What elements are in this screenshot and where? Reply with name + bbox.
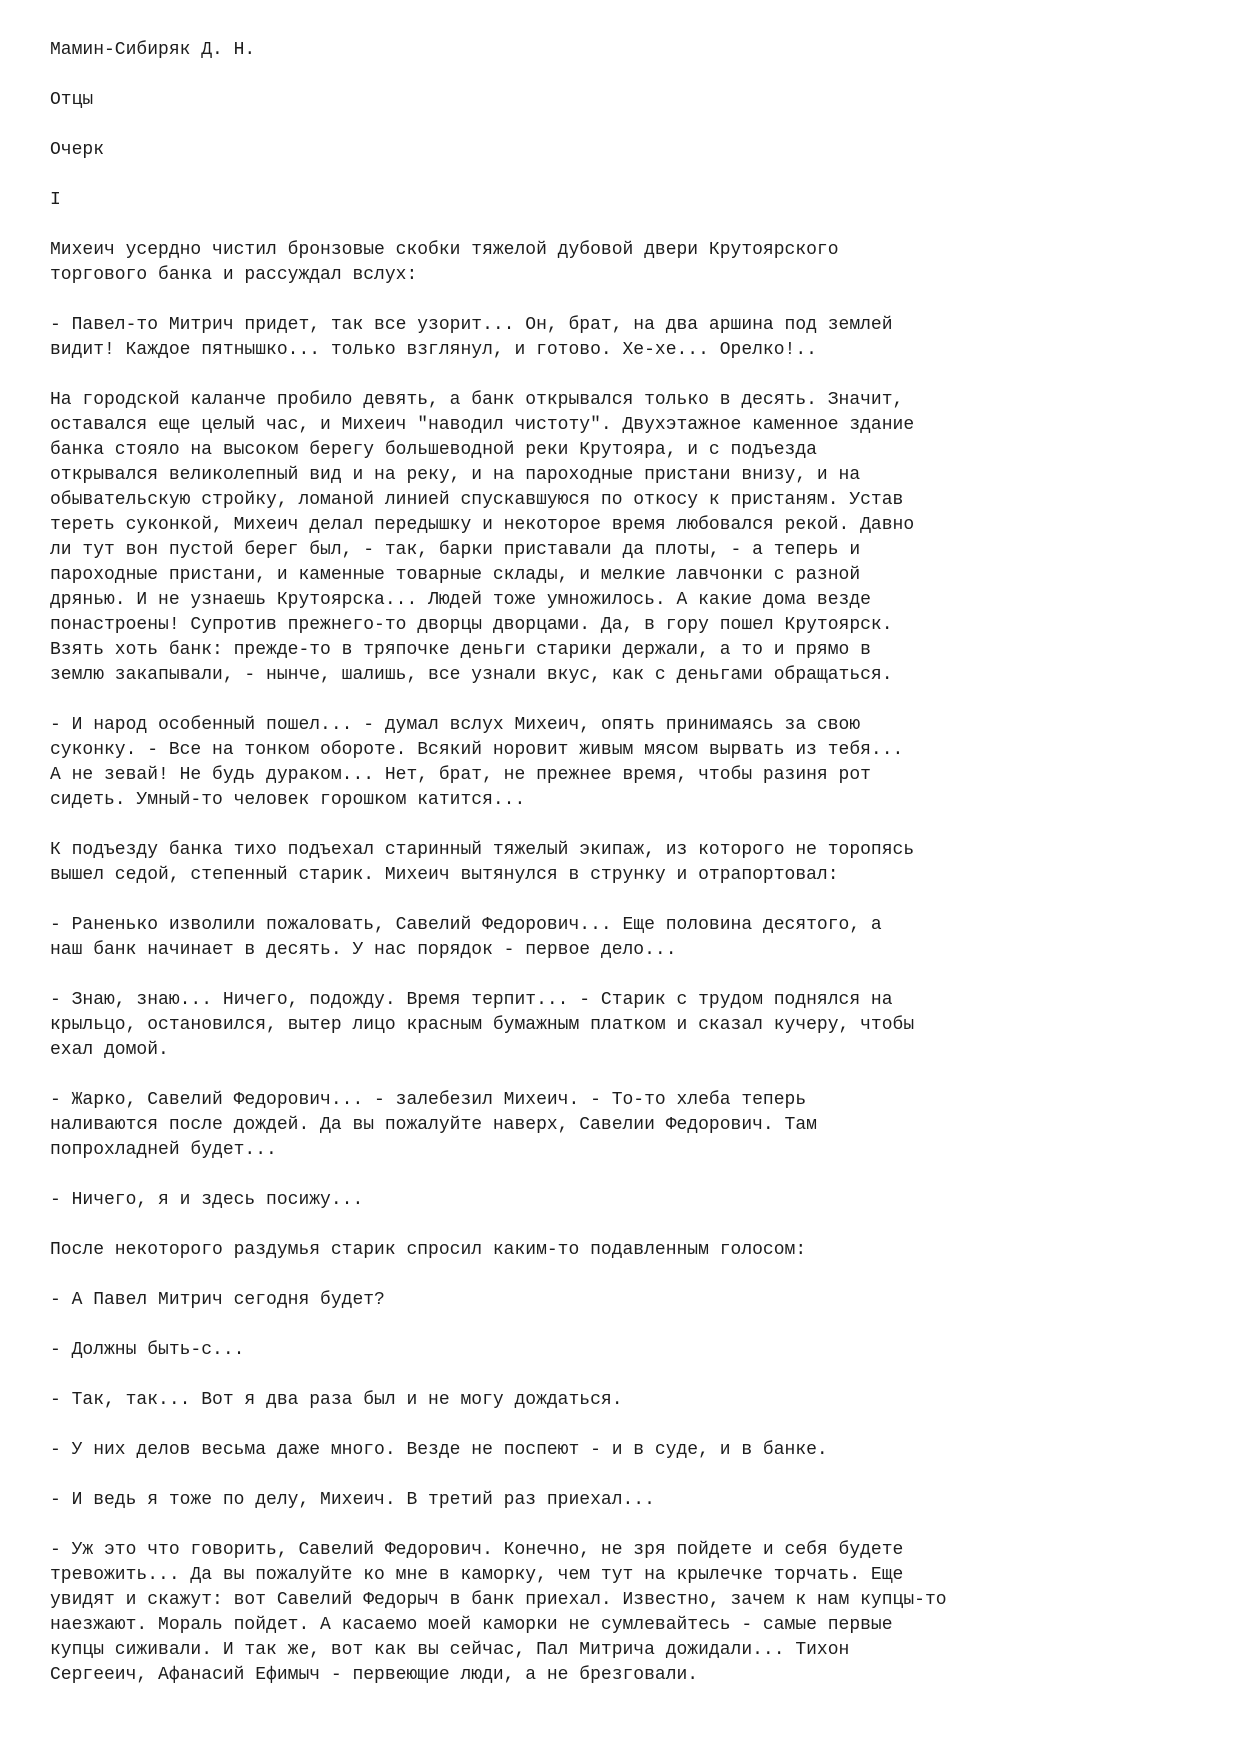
genre: Очерк (50, 140, 105, 160)
paragraph (50, 838, 1200, 888)
paragraph (50, 1338, 1200, 1363)
text-line: увидят и скажут: вот Савелий Федорыч в банк приехал. Известно, зачем к нам купцы-то (50, 1590, 947, 1610)
text-line: - Знаю, знаю... Ничего, подожду. Время терпит... - Старик с трудом поднялся на (50, 990, 893, 1010)
text-line: наезжают. Мораль пойдет. А касаемо моей каморки не сумлевайтесь - самые первые (50, 1615, 893, 1635)
text-line: - Павел-то Митрич придет, так все узорит... Он, брат, на два аршина под землей (50, 315, 893, 335)
text-line: А не зевай! Не будь дураком... Нет, брат, не прежнее время, чтобы разиня рот (50, 765, 871, 785)
chapter-line (50, 188, 1200, 213)
paragraph (50, 988, 1200, 1063)
text-line: - У них делов весьма даже много. Везде не поспеют - и в суде, и в банке. (50, 1440, 828, 1460)
text-line: Михеич усердно чистил бронзовые скобки тяжелой дубовой двери Крутоярского (50, 240, 839, 260)
document-title: Отцы (50, 90, 94, 110)
paragraph (50, 1438, 1200, 1463)
text-line: понастроены! Супротив прежнего-то дворцы дворцами. Да, в гору пошел Крутоярск. (50, 615, 893, 635)
author-line (50, 38, 1200, 63)
text-line: ехал домой. (50, 1040, 169, 1060)
genre-line (50, 138, 1200, 163)
text-line: - Уж это что говорить, Савелий Федорович. Конечно, не зря пойдете и себя будете (50, 1540, 904, 1560)
text-line: купцы сиживали. И так же, вот как вы сейчас, Пал Митрича дожидали... Тихон (50, 1640, 850, 1660)
title-line (50, 88, 1200, 113)
text-line: вышел седой, степенный старик. Михеич вытянулся в струнку и отрапортовал: (50, 865, 839, 885)
text-line: наливаются после дождей. Да вы пожалуйте наверх, Савелии Федорович. Там (50, 1115, 817, 1135)
text-line: Взять хоть банк: прежде-то в тряпочке деньги старики держали, а то и прямо в (50, 640, 871, 660)
text-line: - Раненько изволили пожаловать, Савелий Федорович... Еще половина десятого, а (50, 915, 882, 935)
text-line: ли тут вон пустой берег был, - так, барки приставали да плоты, - а теперь и (50, 540, 861, 560)
text-line: - Так, так... Вот я два раза был и не могу дождаться. (50, 1390, 623, 1410)
document-page (50, 38, 1200, 1713)
paragraph (50, 1388, 1200, 1413)
text-line: - А Павел Митрич сегодня будет? (50, 1290, 385, 1310)
paragraph (50, 388, 1200, 688)
paragraph (50, 1288, 1200, 1313)
text-line: наш банк начинает в десять. У нас порядок - первое дело... (50, 940, 677, 960)
text-line: После некоторого раздумья старик спросил каким-то подавленным голосом: (50, 1240, 807, 1260)
text-line: - И ведь я тоже по делу, Михеич. В третий раз приехал... (50, 1490, 655, 1510)
text-line: На городской каланче пробило девять, а банк открывался только в десять. Значит, (50, 390, 904, 410)
paragraph (50, 913, 1200, 963)
text-line: - Ничего, я и здесь посижу... (50, 1190, 364, 1210)
paragraph (50, 1538, 1200, 1688)
text-line: сидеть. Умный-то человек горошком катится... (50, 790, 526, 810)
text-line: крыльцо, остановился, вытер лицо красным бумажным платком и сказал кучеру, чтобы (50, 1015, 915, 1035)
text-line: тревожить... Да вы пожалуйте ко мне в каморку, чем тут на крылечке торчать. Еще (50, 1565, 904, 1585)
paragraph (50, 713, 1200, 813)
text-line: тереть суконкой, Михеич делал передышку и некоторое время любовался рекой. Давно (50, 515, 915, 535)
text-line: попрохладней будет... (50, 1140, 277, 1160)
paragraph (50, 1088, 1200, 1163)
text-line: видит! Каждое пятнышко... только взглянул, и готово. Хе-хе... Орелко!.. (50, 340, 817, 360)
text-line: - Жарко, Савелий Федорович... - залебезил Михеич. - То-то хлеба теперь (50, 1090, 807, 1110)
text-line: - И народ особенный пошел... - думал вслух Михеич, опять принимаясь за свою (50, 715, 861, 735)
text-line: оставался еще целый час, и Михеич "наводил чистоту". Двухэтажное каменное здание (50, 415, 915, 435)
text-line: банка стояло на высоком берегу большеводной реки Крутояра, и с подъезда (50, 440, 817, 460)
text-line: открывался великолепный вид и на реку, и на пароходные пристани внизу, и на (50, 465, 861, 485)
chapter-heading: I (50, 190, 61, 210)
paragraph (50, 313, 1200, 363)
text-line: пароходные пристани, и каменные товарные склады, и мелкие лавчонки с разной (50, 565, 861, 585)
text-line: обывательскую стройку, ломаной линией спускавшуюся по откосу к пристаням. Устав (50, 490, 904, 510)
text-line: суконку. - Все на тонком обороте. Всякий норовит живым мясом вырвать из тебя... (50, 740, 904, 760)
text-line: - Должны быть-с... (50, 1340, 245, 1360)
paragraph (50, 1238, 1200, 1263)
text-line: К подъезду банка тихо подъехал старинный тяжелый экипаж, из которого не торопясь (50, 840, 915, 860)
text-line: дрянью. И не узнаешь Крутоярска... Людей тоже умножилось. А какие дома везде (50, 590, 871, 610)
text-line: торгового банка и рассуждал вслух: (50, 265, 418, 285)
paragraph (50, 1188, 1200, 1213)
text-line: землю закапывали, - нынче, шалишь, все узнали вкус, как с деньгами обращаться. (50, 665, 893, 685)
paragraph (50, 1488, 1200, 1513)
body-text (50, 238, 1200, 1688)
text-line: Сергееич, Афанасий Ефимыч - первеющие люди, а не брезговали. (50, 1665, 699, 1685)
author: Мамин-Сибиряк Д. Н. (50, 40, 256, 60)
paragraph (50, 238, 1200, 288)
